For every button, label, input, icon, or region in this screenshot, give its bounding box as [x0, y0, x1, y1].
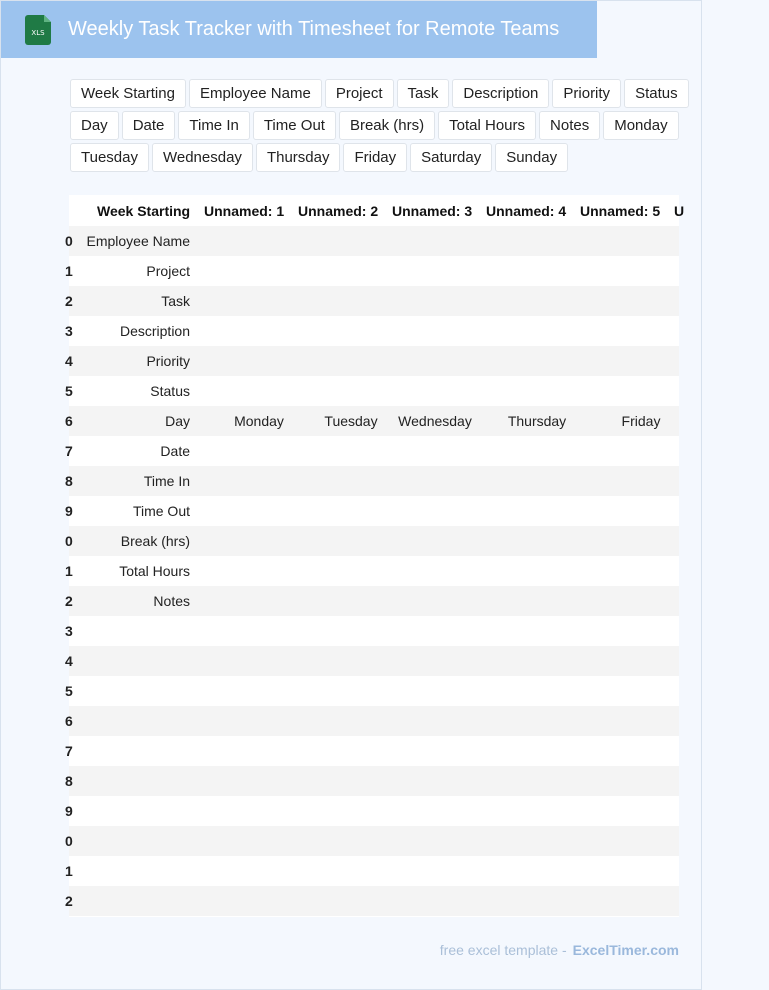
column-tag[interactable]: Wednesday — [152, 143, 253, 172]
row-index: 4 — [65, 353, 73, 369]
row-index: 8 — [65, 773, 73, 789]
column-tag[interactable]: Total Hours — [438, 111, 536, 140]
icon-label: XLS — [31, 29, 45, 37]
table-row — [65, 766, 679, 796]
row-index: 3 — [65, 323, 73, 339]
row-index: 6 — [65, 413, 73, 429]
table-row — [65, 496, 679, 526]
column-tag[interactable]: Sunday — [495, 143, 568, 172]
column-tag[interactable]: Notes — [539, 111, 600, 140]
row-index: 9 — [65, 503, 73, 519]
column-tag[interactable]: Saturday — [410, 143, 492, 172]
row-index: 2 — [65, 293, 73, 309]
footer-text: free excel template - — [439, 942, 567, 958]
table-row — [65, 796, 679, 826]
table-row — [65, 436, 679, 466]
table-row — [65, 286, 679, 316]
row-label: Break (hrs) — [120, 533, 190, 549]
column-tag[interactable]: Description — [452, 79, 549, 108]
row-label: Status — [150, 383, 190, 399]
table-row — [65, 226, 679, 256]
column-header: Week Starting — [97, 203, 191, 219]
column-tag[interactable]: Employee Name — [189, 79, 322, 108]
column-tag[interactable]: Day — [70, 111, 119, 140]
column-header: U — [674, 203, 685, 219]
row-label: Employee Name — [86, 233, 190, 249]
column-tag[interactable]: Project — [325, 79, 394, 108]
column-tag[interactable]: Task — [397, 79, 450, 108]
table-cell: Thursday — [507, 413, 567, 429]
table-row — [65, 556, 679, 586]
row-index: 0 — [65, 233, 73, 249]
table-row — [65, 676, 679, 706]
row-index: 5 — [65, 383, 73, 399]
column-tag[interactable]: Tuesday — [70, 143, 149, 172]
table-row — [65, 706, 679, 736]
table-row — [65, 616, 679, 646]
table-row — [65, 826, 679, 856]
row-label: Total Hours — [119, 563, 190, 579]
table-row — [65, 526, 679, 556]
column-tag[interactable]: Date — [122, 111, 176, 140]
column-header: Unnamed: 3 — [392, 203, 473, 219]
row-index: 1 — [65, 563, 73, 579]
column-tag[interactable]: Thursday — [256, 143, 341, 172]
table-row — [65, 406, 679, 436]
row-index: 9 — [65, 803, 73, 819]
column-header: Unnamed: 1 — [204, 203, 285, 219]
column-tag[interactable]: Time Out — [253, 111, 336, 140]
footer — [440, 942, 679, 958]
row-index: 5 — [65, 683, 73, 699]
table-cell: Wednesday — [398, 413, 472, 429]
column-tag[interactable]: Time In — [178, 111, 249, 140]
row-index: 2 — [65, 893, 73, 909]
table-row — [65, 376, 679, 406]
table-row — [65, 316, 679, 346]
row-index: 3 — [65, 623, 73, 639]
row-label: Time In — [143, 473, 190, 489]
row-index: 6 — [65, 713, 73, 729]
table-cell: Friday — [621, 413, 661, 429]
row-label: Time Out — [132, 503, 190, 519]
table-row — [65, 886, 679, 916]
table-row — [65, 466, 679, 496]
table-row — [65, 736, 679, 766]
row-label: Notes — [153, 593, 190, 609]
row-index: 0 — [65, 833, 73, 849]
table-cell: Tuesday — [324, 413, 378, 429]
row-label: Date — [160, 443, 190, 459]
title-bar — [1, 1, 597, 58]
column-tag[interactable]: Friday — [343, 143, 407, 172]
table-row — [65, 646, 679, 676]
row-index: 4 — [65, 653, 73, 669]
table-row — [65, 586, 679, 616]
table-header — [69, 195, 769, 226]
row-index: 1 — [65, 863, 73, 879]
data-table — [65, 195, 685, 917]
row-label: Description — [119, 323, 190, 339]
column-tag[interactable]: Monday — [603, 111, 678, 140]
column-tag[interactable]: Break (hrs) — [339, 111, 435, 140]
table-cell: Monday — [234, 413, 284, 429]
column-tag[interactable]: Week Starting — [70, 79, 186, 108]
row-index: 2 — [65, 593, 73, 609]
table-row — [65, 856, 679, 886]
column-tag[interactable]: Status — [624, 79, 689, 108]
table-row — [65, 256, 679, 286]
row-label: Project — [146, 263, 190, 279]
row-label: Priority — [146, 353, 190, 369]
column-header: Unnamed: 2 — [298, 203, 379, 219]
table-row — [65, 346, 679, 376]
row-index: 0 — [65, 533, 73, 549]
row-label: Day — [165, 413, 190, 429]
column-header: Unnamed: 4 — [486, 203, 567, 219]
row-index: 1 — [65, 263, 73, 279]
column-tags — [70, 79, 690, 172]
row-index: 7 — [65, 443, 73, 459]
row-index: 7 — [65, 743, 73, 759]
column-tag[interactable]: Priority — [552, 79, 621, 108]
row-index: 8 — [65, 473, 73, 489]
row-label: Task — [161, 293, 190, 309]
page-title: Weekly Task Tracker with Timesheet for Remote Teams — [68, 18, 560, 40]
footer-brand-link[interactable]: ExcelTimer.com — [572, 942, 679, 958]
column-header: Unnamed: 5 — [580, 203, 661, 219]
excel-file-icon — [25, 15, 51, 45]
